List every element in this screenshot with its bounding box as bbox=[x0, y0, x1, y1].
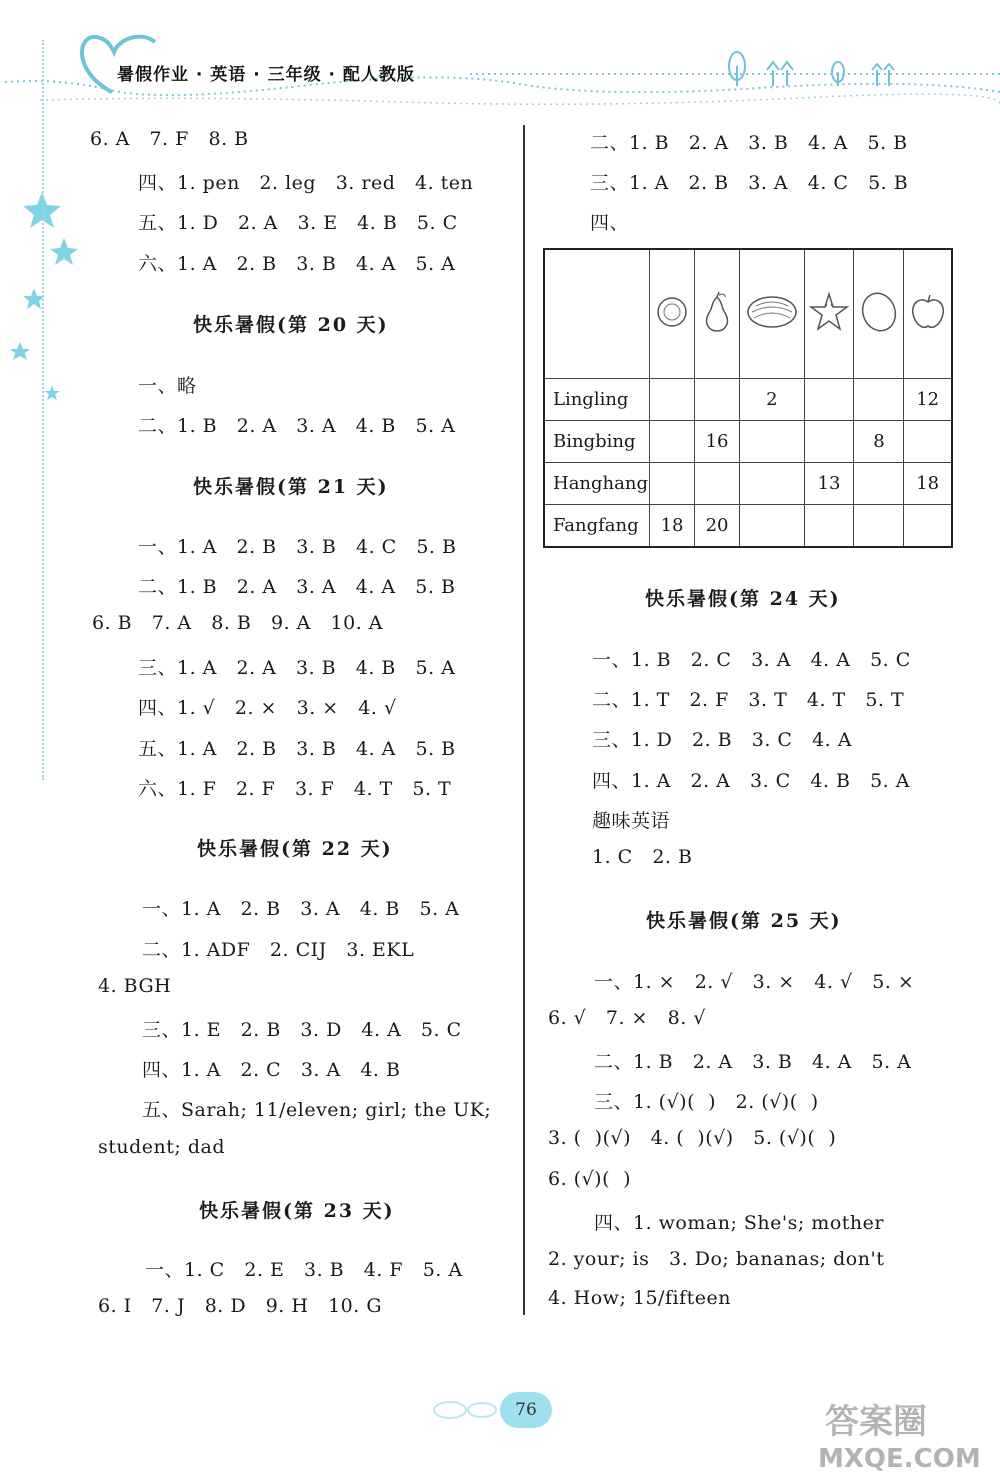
answer-line: 一、1. × 2. √ 3. × 4. √ 5. × bbox=[594, 971, 915, 993]
answer-line: 3. ( )(√) 4. ( )(√) 5. (√)( ) bbox=[548, 1127, 837, 1149]
fruit-count-table bbox=[543, 248, 953, 548]
table-cell bbox=[650, 379, 695, 421]
table-cell bbox=[904, 421, 952, 463]
stars-decoration bbox=[0, 180, 80, 780]
row-name: Fangfang bbox=[544, 505, 650, 548]
answer-line: 四、1. A 2. A 3. C 4. B 5. A bbox=[592, 770, 910, 792]
answer-line: student; dad bbox=[98, 1136, 225, 1158]
answer-line: 一、1. C 2. E 3. B 4. F 5. A bbox=[145, 1259, 463, 1281]
answer-line: 五、1. D 2. A 3. E 4. B 5. C bbox=[138, 212, 458, 234]
table-cell bbox=[695, 379, 740, 421]
answer-line: 2. your; is 3. Do; bananas; don't bbox=[548, 1248, 885, 1270]
coconut-icon bbox=[650, 249, 695, 379]
table-row bbox=[544, 421, 952, 463]
answer-line: 一、略 bbox=[138, 375, 197, 397]
answer-line: 三、1. (√)( ) 2. (√)( ) bbox=[594, 1091, 819, 1113]
footer-decoration bbox=[430, 1398, 500, 1422]
table-row bbox=[544, 379, 952, 421]
answer-line: 4. BGH bbox=[98, 975, 172, 997]
table-cell: 16 bbox=[695, 421, 740, 463]
star-icon bbox=[10, 342, 30, 360]
table-cell: 20 bbox=[695, 505, 740, 548]
answer-line: 六、1. F 2. F 3. F 4. T 5. T bbox=[138, 778, 452, 800]
section-heading: 快乐暑假(第 21 天) bbox=[193, 476, 389, 498]
table-cell bbox=[740, 505, 805, 548]
answer-line: 三、1. A 2. A 3. B 4. B 5. A bbox=[138, 657, 456, 679]
table-row bbox=[544, 463, 952, 505]
answer-line: 二、1. ADF 2. CIJ 3. EKL bbox=[142, 939, 415, 961]
header-title: 暑假作业 · 英语 · 三年级 · 配人教版 bbox=[117, 65, 415, 85]
answer-line: 二、1. B 2. A 3. A 4. A 5. B bbox=[138, 576, 456, 598]
answer-line: 三、1. A 2. B 3. A 4. C 5. B bbox=[590, 172, 909, 194]
plant-doodle-icon bbox=[729, 52, 894, 86]
svg-text:答案圈: 答案圈 bbox=[825, 1402, 927, 1442]
section-heading: 快乐暑假(第 22 天) bbox=[197, 838, 393, 860]
answer-line: 趣味英语 bbox=[592, 810, 671, 832]
table-header-row bbox=[544, 249, 952, 379]
table-cell bbox=[804, 421, 854, 463]
table-cell bbox=[854, 463, 904, 505]
answer-line: 6. (√)( ) bbox=[548, 1168, 632, 1190]
answer-line: 一、1. B 2. C 3. A 4. A 5. C bbox=[592, 649, 911, 671]
answer-line: 二、1. T 2. F 3. T 4. T 5. T bbox=[592, 689, 905, 711]
starfish-icon bbox=[804, 249, 854, 379]
answer-line: 6. A 7. F 8. B bbox=[90, 128, 249, 150]
column-divider bbox=[523, 125, 525, 1315]
answer-line: 五、1. A 2. B 3. B 4. A 5. B bbox=[138, 738, 456, 760]
answer-line: 1. C 2. B bbox=[592, 846, 693, 868]
answer-line: 4. How; 15/fifteen bbox=[548, 1287, 731, 1309]
svg-text:MXQE.COM: MXQE.COM bbox=[818, 1444, 981, 1474]
answer-line: 6. B 7. A 8. B 9. A 10. A bbox=[92, 612, 383, 634]
section-heading: 快乐暑假(第 25 天) bbox=[646, 910, 842, 932]
answer-line: 四、1. √ 2. × 3. × 4. √ bbox=[138, 697, 397, 719]
answer-line: 一、1. A 2. B 3. A 4. B 5. A bbox=[142, 898, 460, 920]
left-margin-dots bbox=[42, 40, 44, 780]
table-cell: 2 bbox=[740, 379, 805, 421]
answer-line: 四、1. pen 2. leg 3. red 4. ten bbox=[138, 172, 474, 194]
table-cell bbox=[804, 505, 854, 548]
table-cell: 8 bbox=[854, 421, 904, 463]
answer-line: 二、1. B 2. A 3. B 4. A 5. A bbox=[594, 1051, 912, 1073]
answer-line: 四、 bbox=[590, 212, 630, 234]
answer-line: 三、1. E 2. B 3. D 4. A 5. C bbox=[142, 1019, 462, 1041]
table-cell: 18 bbox=[904, 463, 952, 505]
section-heading: 快乐暑假(第 20 天) bbox=[193, 314, 389, 336]
apple-icon bbox=[904, 249, 952, 379]
pear-icon bbox=[695, 249, 740, 379]
answer-line: 四、1. woman; She's; mother bbox=[594, 1212, 884, 1234]
table-cell bbox=[804, 379, 854, 421]
watermelon-icon bbox=[740, 249, 805, 379]
table-cell: 12 bbox=[904, 379, 952, 421]
table-cell bbox=[650, 463, 695, 505]
answer-line: 五、Sarah; 11/eleven; girl; the UK; bbox=[142, 1099, 492, 1121]
table-corner-cell bbox=[544, 249, 650, 379]
page-number: 76 bbox=[500, 1392, 552, 1428]
row-name: Hanghang bbox=[544, 463, 650, 505]
star-icon bbox=[50, 238, 78, 265]
table-cell bbox=[854, 505, 904, 548]
table-cell: 18 bbox=[650, 505, 695, 548]
section-heading: 快乐暑假(第 24 天) bbox=[645, 588, 841, 610]
table-row bbox=[544, 505, 952, 548]
answer-line: 6. I 7. J 8. D 9. H 10. G bbox=[98, 1295, 383, 1317]
answer-line: 二、1. B 2. A 3. A 4. B 5. A bbox=[138, 415, 456, 437]
table-cell bbox=[740, 421, 805, 463]
answer-line: 6. √ 7. × 8. √ bbox=[548, 1007, 706, 1029]
section-heading: 快乐暑假(第 23 天) bbox=[199, 1200, 395, 1222]
answer-line: 六、1. A 2. B 3. B 4. A 5. A bbox=[138, 253, 456, 275]
table-cell bbox=[854, 379, 904, 421]
table-cell bbox=[695, 463, 740, 505]
table-cell bbox=[740, 463, 805, 505]
watermark-logo bbox=[810, 1395, 990, 1479]
row-name: Lingling bbox=[544, 379, 650, 421]
answer-line: 三、1. D 2. B 3. C 4. A bbox=[592, 729, 852, 751]
star-icon bbox=[44, 385, 60, 400]
table-cell bbox=[650, 421, 695, 463]
row-name: Bingbing bbox=[544, 421, 650, 463]
answer-line: 二、1. B 2. A 3. B 4. A 5. B bbox=[590, 132, 908, 154]
answer-line: 一、1. A 2. B 3. B 4. C 5. B bbox=[138, 536, 457, 558]
answer-line: 四、1. A 2. C 3. A 4. B bbox=[142, 1059, 401, 1081]
table-cell bbox=[904, 505, 952, 548]
lemon-icon bbox=[854, 249, 904, 379]
table-cell: 13 bbox=[804, 463, 854, 505]
